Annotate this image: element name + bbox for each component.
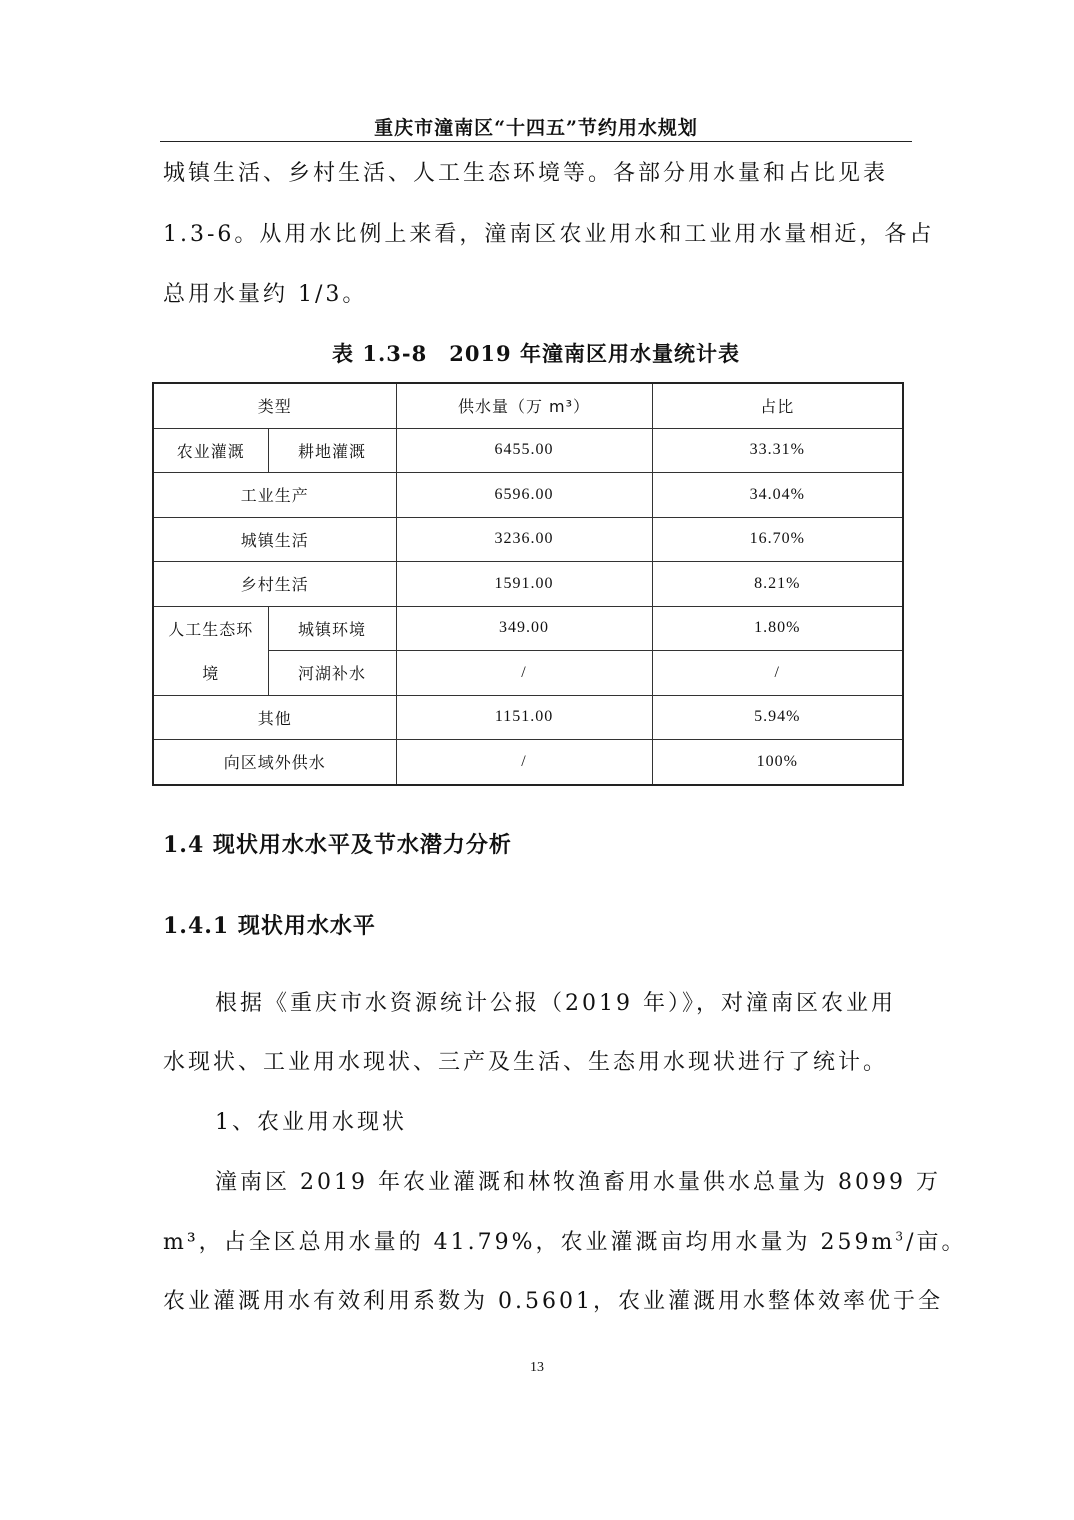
superscript-3: 3 — [895, 1229, 907, 1244]
table-row — [153, 473, 903, 518]
row-ratio: / — [652, 651, 903, 696]
row-type-label: 乡村生活 — [153, 562, 396, 607]
list-item-1: 1、农业用水现状 — [215, 1110, 407, 1135]
subsection-heading: 1.4.1 现状用水水平 — [163, 913, 376, 939]
row-group-label-line1: 人工生态环 — [153, 606, 268, 651]
table-row — [153, 651, 903, 696]
table-row — [153, 517, 903, 562]
table-row — [153, 740, 903, 785]
table-caption: 表 1.3-8 2019 年潼南区用水量统计表 — [332, 341, 740, 366]
row-group-label: 农业灌溉 — [153, 428, 268, 473]
row-group-label-line2: 境 — [153, 651, 268, 696]
row-supply: 6596.00 — [396, 473, 652, 518]
row-type-label: 工业生产 — [153, 473, 396, 518]
page-number: 13 — [530, 1360, 544, 1375]
row-supply: 349.00 — [396, 606, 652, 651]
header-supply: 供水量（万 m³） — [396, 383, 652, 428]
row-ratio: 1.80% — [652, 606, 903, 651]
body-p1-line-2: 水现状、工业用水现状、三产及生活、生态用水现状进行了统计。 — [163, 1050, 889, 1075]
body-p2-line-2 — [163, 1229, 967, 1255]
row-ratio: 5.94% — [652, 695, 903, 740]
row-supply: 6455.00 — [396, 428, 652, 473]
row-type-label: 其他 — [153, 695, 396, 740]
body-p1-line-1: 根据《重庆市水资源统计公报（2019 年）》，对潼南区农业用 — [215, 991, 896, 1016]
row-supply: / — [396, 651, 652, 696]
table-row — [153, 695, 903, 740]
table-row — [153, 428, 903, 473]
row-ratio: 33.31% — [652, 428, 903, 473]
intro-line-3: 总用水量约 1/3。 — [163, 282, 368, 307]
row-ratio: 8.21% — [652, 562, 903, 607]
row-supply: / — [396, 740, 652, 785]
row-sub-label: 耕地灌溉 — [268, 428, 396, 473]
header-type: 类型 — [153, 383, 396, 428]
body-p2-line-2-main: m³，占全区总用水量的 41.79%，农业灌溉亩均用水量为 259m — [163, 1230, 896, 1255]
table-row — [153, 606, 903, 651]
row-supply: 3236.00 — [396, 517, 652, 562]
table-header-row — [153, 383, 903, 428]
row-sub-label: 城镇环境 — [268, 606, 396, 651]
intro-line-2: 1.3-6。从用水比例上来看，潼南区农业用水和工业用水量相近，各占 — [163, 222, 935, 247]
row-ratio: 16.70% — [652, 517, 903, 562]
header-divider — [160, 141, 912, 142]
row-sub-label: 河湖补水 — [268, 651, 396, 696]
row-ratio: 34.04% — [652, 473, 903, 518]
body-p2-line-1: 潼南区 2019 年农业灌溉和林牧渔畜用水量供水总量为 8099 万 — [215, 1170, 941, 1195]
body-p2-line-3: 农业灌溉用水有效利用系数为 0.5601，农业灌溉用水整体效率优于全 — [163, 1289, 943, 1314]
header-ratio: 占比 — [652, 383, 903, 428]
table-row — [153, 562, 903, 607]
row-ratio: 100% — [652, 740, 903, 785]
row-type-label: 向区域外供水 — [153, 740, 396, 785]
row-supply: 1591.00 — [396, 562, 652, 607]
intro-line-1: 城镇生活、乡村生活、人工生态环境等。各部分用水量和占比见表 — [163, 161, 889, 186]
section-heading: 1.4 现状用水水平及节水潜力分析 — [163, 832, 512, 858]
row-supply: 1151.00 — [396, 695, 652, 740]
body-p2-line-2-tail: /亩。 — [906, 1230, 967, 1255]
running-header: 重庆市潼南区“十四五”节约用水规划 — [374, 117, 698, 139]
row-type-label: 城镇生活 — [153, 517, 396, 562]
water-usage-table — [152, 382, 904, 786]
